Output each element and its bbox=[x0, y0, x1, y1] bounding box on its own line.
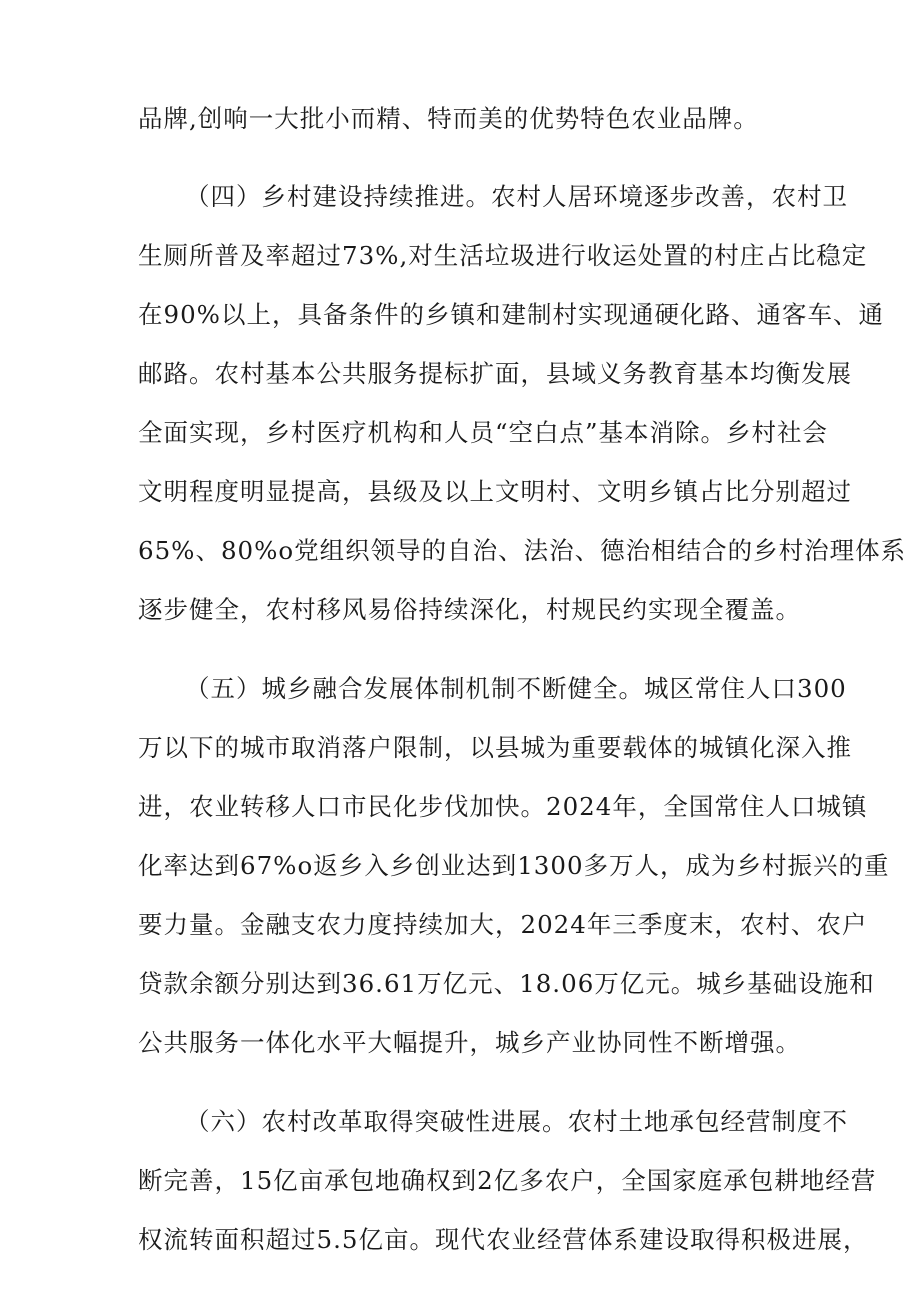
paragraph-2-line-4: 要力量。金融支农力度持续加大，2024年三季度末，农村、农户 bbox=[138, 910, 868, 939]
paragraph-2-line-6: 公共服务一体化水平大幅提升，城乡产业协同性不断增强。 bbox=[138, 1028, 801, 1057]
paragraph-0-line-0: 品牌,创响一大批小而精、特而美的优势特色农业品牌。 bbox=[138, 104, 759, 133]
paragraph-1-line-0: （四）乡村建设持续推进。农村人居环境逐步改善，农村卫 bbox=[185, 182, 848, 211]
paragraph-1-line-5: 文明程度明显提高，县级及以上文明村、文明乡镇占比分别超过 bbox=[138, 477, 852, 506]
paragraph-2-line-1: 万以下的城市取消落户限制，以县城为重要载体的城镇化深入推 bbox=[138, 733, 852, 762]
paragraph-1-line-4: 全面实现，乡村医疗机构和人员“空白点”基本消除。乡村社会 bbox=[138, 418, 829, 447]
paragraph-1-line-6: 65%、80%o党组织领导的自治、法治、德治相结合的乡村治理体系 bbox=[138, 536, 907, 565]
paragraph-1-line-1: 生厕所普及率超过73%,对生活垃圾进行收运处置的村庄占比稳定 bbox=[138, 241, 868, 270]
paragraph-2-line-3: 化率达到67%o返乡入乡创业达到1300多万人，成为乡村振兴的重 bbox=[138, 851, 890, 880]
paragraph-1-line-7: 逐步健全，农村移风易俗持续深化，村规民约实现全覆盖。 bbox=[138, 595, 801, 624]
paragraph-1-line-3: 邮路。农村基本公共服务提标扩面，县域义务教育基本均衡发展 bbox=[138, 359, 852, 388]
paragraph-1-line-2: 在90%以上，具备条件的乡镇和建制村实现通硬化路、通客车、通 bbox=[138, 300, 884, 329]
paragraph-2-line-2: 进，农业转移人口市民化步伐加快。2024年，全国常住人口城镇 bbox=[138, 792, 868, 821]
paragraph-3-line-2: 权流转面积超过5.5亿亩。现代农业经营体系建设取得积极进展， bbox=[138, 1225, 869, 1254]
paragraph-3-line-0: （六）农村改革取得突破性进展。农村土地承包经营制度不 bbox=[185, 1107, 848, 1136]
paragraph-3-line-1: 断完善，15亿亩承包地确权到2亿多农户，全国家庭承包耕地经营 bbox=[138, 1166, 877, 1195]
paragraph-2-line-0: （五）城乡融合发展体制机制不断健全。城区常住人口300 bbox=[185, 674, 847, 703]
paragraph-2-line-5: 贷款余额分别达到36.61万亿元、18.06万亿元。城乡基础设施和 bbox=[138, 969, 875, 998]
